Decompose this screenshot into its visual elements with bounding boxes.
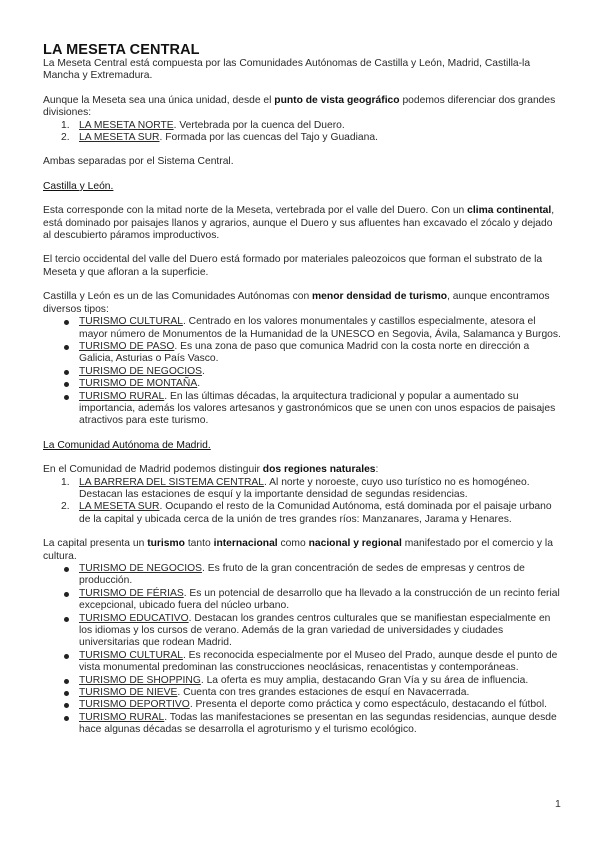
- list-item: TURISMO DE NEGOCIOS. Es fruto de la gran concentración de sedes de empresas y centros de producción.: [43, 563, 563, 588]
- bullet-icon: [64, 370, 69, 375]
- list-item: TURISMO DE FÉRIAS. Es un potencial de desarrollo que ha llevado a la construcción de un recinto ferial excepcional, ubicado fuera del núcleo urbano.: [43, 588, 563, 613]
- bullet-icon: [64, 716, 69, 721]
- tourism-link[interactable]: TURISMO DE MONTAÑA: [79, 378, 198, 390]
- list-item: TURISMO CULTURAL. Es reconocida especialmente por el Museo del Prado, aunque desde el punto de vista monumental predominan las construcciones neoclásicas, renacentistas y contemporáneas.: [43, 650, 563, 675]
- intro-paragraph: La Meseta Central está compuesta por las Comunidades Autónomas de Castilla y León, Madrid, Castilla-la Mancha y Extremadura.: [43, 58, 531, 82]
- page-number: 1: [555, 798, 561, 810]
- region-link[interactable]: LA BARRERA DEL SISTEMA CENTRAL: [79, 476, 265, 488]
- bullet-icon: [64, 617, 69, 622]
- list-item: TURISMO DE NEGOCIOS.: [43, 366, 563, 378]
- tourism-link[interactable]: TURISMO DE NIEVE: [79, 687, 178, 699]
- list-item: 1. LA MESETA NORTE. Vertebrada por la cuenca del Duero.: [61, 119, 345, 131]
- divisions-list: [43, 120, 563, 145]
- document-page: [43, 42, 563, 737]
- bullet-icon: [64, 592, 69, 597]
- list-item: TURISMO DE SHOPPING. La oferta es muy amplia, destacando Gran Vía y su área de influencia.: [43, 675, 563, 687]
- tourism-link[interactable]: TURISMO CULTURAL: [79, 316, 183, 328]
- section-heading-madrid: La Comunidad Autónoma de Madrid.: [43, 439, 211, 451]
- bullet-icon: [64, 679, 69, 684]
- list-item: TURISMO DE NIEVE. Cuenta con tres grandes estaciones de esquí en Navacerrada.: [43, 687, 563, 699]
- list-item: TURISMO DEPORTIVO. Presenta el deporte como práctica y como espectáculo, destacando el fútbol.: [43, 699, 563, 711]
- bullet-icon: [64, 382, 69, 387]
- castilla-paragraph-2: El tercio occidental del valle del Duero está formado por materiales paleozoicos que forman el substrato de la Meseta y que afloran a la superficie.: [43, 254, 543, 278]
- list-item: TURISMO CULTURAL. Centrado en los valores monumentales y castillos especialmente, atesora el mayor número de Monumentos de la Humanidad de la UNESCO en Segovia, Ávila, Salamanca y Burgos.: [43, 316, 563, 341]
- castilla-tourism-list: [43, 316, 563, 428]
- bullet-icon: [64, 703, 69, 708]
- tourism-link[interactable]: TURISMO DE NEGOCIOS: [79, 563, 202, 574]
- bullet-icon: [64, 320, 69, 325]
- tourism-link[interactable]: TURISMO RURAL: [79, 390, 165, 402]
- tourism-link[interactable]: TURISMO DE SHOPPING: [79, 674, 201, 686]
- tourism-link[interactable]: TURISMO DE FÉRIAS: [79, 587, 184, 599]
- tourism-link[interactable]: TURISMO RURAL: [79, 711, 165, 723]
- section-heading-castilla: Castilla y León.: [43, 180, 114, 192]
- madrid-paragraph-1: En el Comunidad de Madrid podemos distinguir dos regiones naturales:: [43, 464, 379, 476]
- castilla-paragraph-1: Esta corresponde con la mitad norte de la Meseta, vertebrada por el valle del Duero. Con un clima continental, está dominado por paisajes llanos y agrarios, aunque el Duero y sus afluentes han excavado el zócalo y dejado al descubierto páramos improductivos.: [43, 205, 555, 242]
- madrid-paragraph-2: La capital presenta un turismo tanto internacional como nacional y regional manifestado por el comercio y la cultura.: [43, 538, 553, 562]
- tourism-link[interactable]: TURISMO CULTURAL: [79, 649, 183, 661]
- bullet-icon: [64, 567, 69, 572]
- list-item: TURISMO EDUCATIVO. Destacan los grandes centros culturales que se manifiestan especialmente en los idiomas y los cursos de verano. Además de la gran variedad de universidades y ciudades universitarias que rodean Madrid.: [43, 613, 563, 650]
- page-title: LA MESETA CENTRAL: [43, 42, 200, 58]
- list-item: TURISMO RURAL. En las últimas décadas, la arquitectura tradicional y popular a aumentado su importancia, además los valores artesanos y gastronómicos que se unen con unos espacios de paisajes atractivos para este turismo.: [43, 391, 563, 428]
- bullet-icon: [64, 345, 69, 350]
- list-item: 1. LA BARRERA DEL SISTEMA CENTRAL. Al norte y noroeste, cuyo uso turístico no es homogéneo. Destacan las estaciones de esquí y la importante densidad de segundas residencias.: [61, 476, 530, 500]
- list-item: TURISMO RURAL. Todas las manifestaciones se presentan en las segundas residencias, aunque desde hace algunas décadas se desarrolla el agroturismo y el turismo ecológico.: [43, 712, 563, 737]
- list-item: 2. LA MESETA SUR. Formada por las cuencas del Tajo y Guadiana.: [61, 132, 378, 144]
- tourism-link[interactable]: TURISMO DE NEGOCIOS: [79, 365, 202, 377]
- separator-paragraph: Ambas separadas por el Sistema Central.: [43, 156, 234, 168]
- bullet-icon: [64, 654, 69, 659]
- list-item: TURISMO DE PASO. Es una zona de paso que comunica Madrid con la costa norte en dirección a Galicia, Asturias o País Vasco.: [43, 341, 563, 366]
- divisions-paragraph: Aunque la Meseta sea una única unidad, desde el punto de vista geográfico podemos diferenciar dos grandes divisiones:: [43, 94, 556, 119]
- tourism-link[interactable]: TURISMO EDUCATIVO: [79, 612, 189, 624]
- bold-phrase: punto de vista geográfico: [274, 94, 400, 106]
- region-link[interactable]: LA MESETA SUR: [79, 501, 160, 513]
- madrid-tourism-list: [43, 563, 563, 737]
- bullet-icon: [64, 691, 69, 696]
- tourism-link[interactable]: TURISMO DE PASO: [79, 340, 175, 352]
- tourism-link[interactable]: TURISMO DEPORTIVO: [79, 699, 190, 711]
- list-item: 2. LA MESETA SUR. Ocupando el resto de la Comunidad Autónoma, está dominada por el paisaje urbano de la capital y ubicada cerca de la unión de tres grandes ríos: Manzanares, Jarama y Henares.: [61, 501, 552, 525]
- bullet-icon: [64, 395, 69, 400]
- list-item: TURISMO DE MONTAÑA.: [43, 378, 563, 390]
- madrid-regions-list: [43, 477, 563, 527]
- castilla-paragraph-3: Castilla y León es un de las Comunidades Autónomas con menor densidad de turismo, aunque encontramos diversos tipos:: [43, 291, 550, 315]
- division-link[interactable]: LA MESETA NORTE: [79, 119, 174, 131]
- division-link[interactable]: LA MESETA SUR: [79, 132, 160, 144]
